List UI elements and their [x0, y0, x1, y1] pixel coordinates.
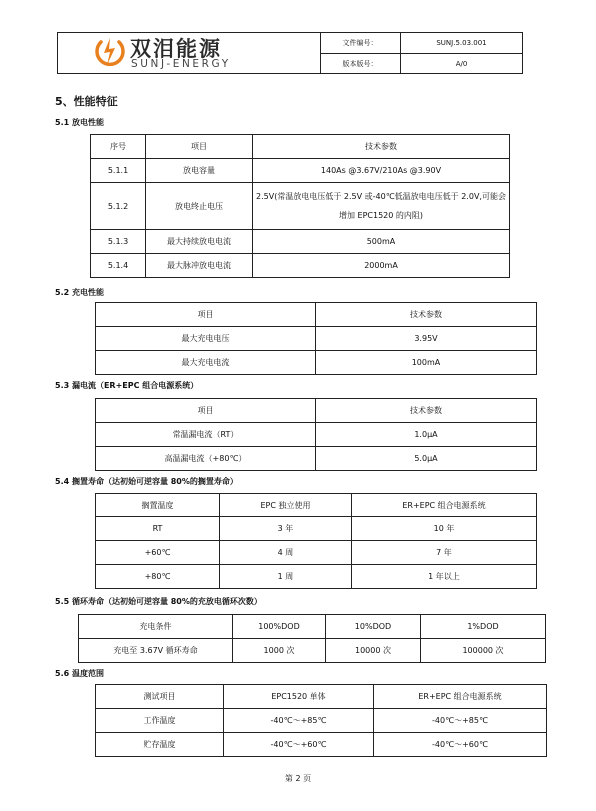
version-value: A/0 — [455, 60, 468, 68]
version-row — [320, 53, 522, 74]
table-cell: 5.1.2 — [91, 183, 146, 230]
header-cell: 充电条件 — [79, 615, 233, 639]
table-cell: 100000 次 — [421, 639, 546, 663]
table-row — [96, 423, 537, 447]
table-cell: 5.1.3 — [91, 230, 146, 254]
discharge-heading: 5.1 放电性能 — [55, 118, 104, 127]
table-row — [91, 254, 510, 278]
doc-number-label: 文件编号： — [320, 33, 401, 53]
leakage-table — [95, 398, 537, 471]
table-cell: 10000 次 — [326, 639, 421, 663]
leakage-heading: 5.3 漏电流（ER+EPC 组合电源系统） — [55, 381, 199, 390]
table-row — [96, 541, 537, 565]
table-cell: 最大充电电压 — [96, 327, 316, 351]
charge-heading: 5.2 充电性能 — [55, 288, 104, 297]
charge-table — [95, 302, 537, 375]
header-cell: 项目 — [146, 135, 253, 159]
table-row — [91, 230, 510, 254]
temperature-table — [95, 684, 547, 757]
header-cell: 序号 — [91, 135, 146, 159]
table-cell: 2.5V(常温放电电压低于 2.5V 或-40℃低温放电电压低于 2.0V,可能会增加 EPC1520 的内阻) — [253, 183, 510, 230]
table-header-row — [96, 303, 537, 327]
table-cell: 1 年以上 — [352, 565, 537, 589]
header-cell: 100%DOD — [233, 615, 326, 639]
table-cell: +60℃ — [96, 541, 220, 565]
table-row — [96, 351, 537, 375]
table-cell: 500mA — [253, 230, 510, 254]
header-cell: 技术参数 — [253, 135, 510, 159]
header-info-grid — [320, 33, 522, 73]
table-row — [96, 709, 547, 733]
logo-english-name: SUNJ-ENERGY — [131, 58, 231, 70]
table-cell: -40℃～+60℃ — [374, 733, 547, 757]
table-row — [96, 733, 547, 757]
header-cell: 项目 — [96, 399, 316, 423]
header-cell: ER+EPC 组合电源系统 — [352, 494, 537, 517]
table-header-row — [96, 685, 547, 709]
table-cell: 100mA — [316, 351, 537, 375]
table-cell: 5.1.1 — [91, 159, 146, 183]
table-cell: 2000mA — [253, 254, 510, 278]
table-header-row — [79, 615, 546, 639]
table-cell: RT — [96, 517, 220, 541]
table-cell: 最大持续放电电流 — [146, 230, 253, 254]
table-cell: 4 周 — [220, 541, 352, 565]
table-cell: 3.95V — [316, 327, 537, 351]
table-header-row — [96, 399, 537, 423]
table-row — [96, 447, 537, 471]
table-cell: -40℃～+85℃ — [224, 709, 374, 733]
temperature-heading: 5.6 温度范围 — [55, 669, 104, 678]
table-header-row — [91, 135, 510, 159]
table-cell: 贮存温度 — [96, 733, 224, 757]
sunj-logo-icon — [93, 36, 127, 70]
table-row — [96, 327, 537, 351]
header-cell: ER+EPC 组合电源系统 — [374, 685, 547, 709]
table-cell: 1 周 — [220, 565, 352, 589]
document-header — [57, 32, 523, 74]
table-cell: 工作温度 — [96, 709, 224, 733]
header-cell: 搁置温度 — [96, 494, 220, 517]
table-cell: 常温漏电流（RT） — [96, 423, 316, 447]
cycle-life-table — [78, 614, 546, 663]
table-cell: 最大脉冲放电电流 — [146, 254, 253, 278]
table-cell: 高温漏电流（+80℃） — [96, 447, 316, 471]
page-number: 第 2 页 — [284, 774, 312, 783]
header-cell: EPC1520 单体 — [224, 685, 374, 709]
logo-area — [58, 33, 321, 73]
table-cell: 3 年 — [220, 517, 352, 541]
table-cell: -40℃～+85℃ — [374, 709, 547, 733]
section-title: 5、性能特征 — [55, 95, 118, 108]
header-cell: 1%DOD — [421, 615, 546, 639]
cycle-life-heading: 5.5 循环寿命（达初始可逆容量 80%的充放电循环次数） — [55, 597, 262, 606]
table-cell: 5.0μA — [316, 447, 537, 471]
table-row — [91, 183, 510, 230]
table-cell: 7 年 — [352, 541, 537, 565]
table-cell: 最大充电电流 — [96, 351, 316, 375]
header-cell: 技术参数 — [316, 399, 537, 423]
table-cell: +80℃ — [96, 565, 220, 589]
table-row — [96, 517, 537, 541]
header-cell: 10%DOD — [326, 615, 421, 639]
discharge-table — [90, 134, 510, 278]
header-cell: EPC 独立使用 — [220, 494, 352, 517]
header-cell: 测试项目 — [96, 685, 224, 709]
table-header-row — [96, 494, 537, 517]
shelf-life-table — [95, 493, 537, 589]
header-cell: 技术参数 — [316, 303, 537, 327]
table-cell: 140As @3.67V/210As @3.90V — [253, 159, 510, 183]
table-cell: 1.0μA — [316, 423, 537, 447]
doc-number-row — [320, 33, 522, 53]
logo-chinese-name: 双泪能源 — [130, 37, 222, 61]
header-cell: 项目 — [96, 303, 316, 327]
version-label: 版本版号： — [320, 54, 401, 74]
table-cell: 放电容量 — [146, 159, 253, 183]
table-cell: 放电终止电压 — [146, 183, 253, 230]
table-cell: -40℃～+60℃ — [224, 733, 374, 757]
table-row — [91, 159, 510, 183]
table-row — [79, 639, 546, 663]
table-cell: 1000 次 — [233, 639, 326, 663]
doc-number-value: SUNJ.5.03.001 — [436, 39, 487, 47]
table-cell: 5.1.4 — [91, 254, 146, 278]
table-cell: 充电至 3.67V 循环寿命 — [79, 639, 233, 663]
shelf-life-heading: 5.4 搁置寿命（达初始可逆容量 80%的搁置寿命） — [55, 477, 238, 486]
table-row — [96, 565, 537, 589]
table-cell: 10 年 — [352, 517, 537, 541]
